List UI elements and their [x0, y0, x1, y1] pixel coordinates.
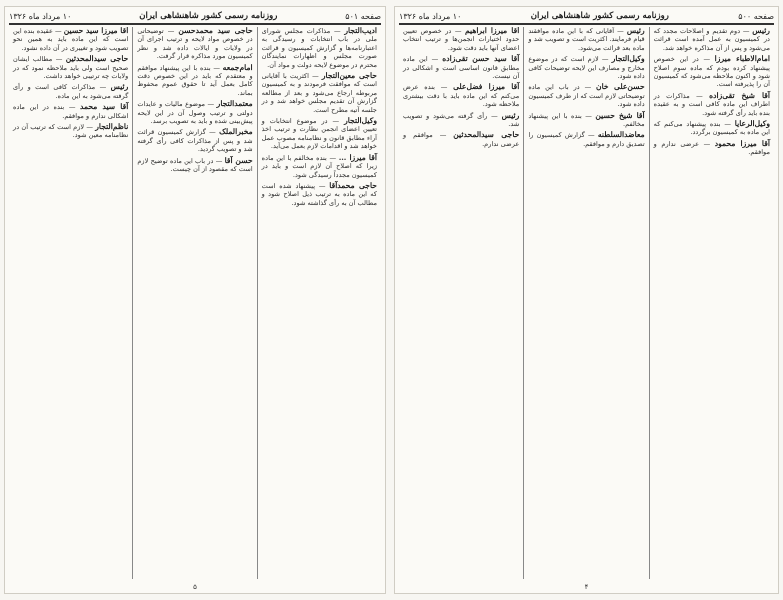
speaker-name: آقا میرزا محمود [714, 138, 770, 148]
speech-text: موافقم و عرضی ندارم. [403, 131, 520, 148]
speech-entry: معاضدالسلطنه — گزارش کمیسیون را تصدیق دارم و موافقم. [528, 130, 645, 148]
speaker-name: آقا سید محمد [80, 102, 129, 112]
speaker-name: آقا میرزا ابراهیم [464, 27, 520, 35]
speech-text: مذاکرات کافی است و رأی گرفته می‌شود به این ماده. [13, 83, 129, 100]
right-page-footer-number: ۴ [584, 583, 589, 591]
speech-entry: آقا میرزا … — بنده مخالفم با این ماده زیرا که اصلاح آن لازم است و باید در کمیسیون مجدداً رسیدگی شود. [261, 152, 377, 179]
left-column-1 [257, 27, 381, 579]
speech-text: بنده با این پیشنهاد مخالفم. [528, 111, 645, 129]
speaker-name: آقا شیخ حسین [595, 110, 645, 120]
speech-entry: وکیل‌الرعایا — بنده پیشنهاد می‌کنم که این ماده به کمیسیون برگردد. [653, 119, 770, 137]
speech-entry: آقا شیخ حسین — بنده با این پیشنهاد مخالفم. [528, 110, 645, 129]
speech-entry: رئیس — دوم تقدیم و اصلاحات مجدد که در کمیسیون به عمل آمده است قرائت می‌شود و پس از آن مذاکره خواهد شد. [653, 27, 770, 52]
speech-text: رأی گرفته می‌شود و تصویب شد. [403, 111, 520, 129]
speaker-name: مخبرالملک [219, 127, 253, 137]
speech-entry: حاجی سیدالمحدثین — موافقم و عرضی ندارم. [403, 130, 520, 148]
speech-entry: آقا شیخ تقی‌زاده — مذاکرات در اطراف این ماده کافی است و به عقیده بنده باید رأی گرفته شود. [653, 90, 770, 117]
speech-entry: رئیس — مذاکرات کافی است و رأی گرفته می‌شود به این ماده. [13, 82, 129, 100]
speech-entry: حاجی محمدآقا — پیشنهاد شده است که این ماده به ترتیب ذیل اصلاح شود و مطالب آن به رأی گذاشته شود. [261, 180, 377, 207]
right-page-header [399, 9, 774, 25]
speech-entry: حاجی سید محمدحسن — توضیحاتی در خصوص مواد لایحه و ترتیب اجرای آن در ولایات و ایالات داده شد و نظر کمیسیون مورد مذاکره قرار گرفت. [137, 27, 253, 61]
right-page [394, 6, 779, 594]
speech-text: لازم است که در موضوع مخارج و مصارف این لایحه توضیحات کافی داده شود. [528, 55, 645, 81]
speaker-name: حاجی سید محمدحسن [178, 27, 253, 35]
left-page-header [9, 9, 381, 25]
speaker-name: رئیس [626, 27, 645, 35]
speech-text: توضیحاتی در خصوص مواد لایحه و ترتیب اجرای آن در ولایات و ایالات داده شد و نظر کمیسیون مورد مذاکره قرار گرفت. [137, 27, 253, 61]
speech-text: در این خصوص پیشنهاد کرده بودم که ماده سوم اصلاح شود و اکنون ملاحظه می‌شود که کمیسیون آن را پذیرفته است. [653, 55, 770, 89]
speaker-name: حاجی سیدالمحدثین [65, 54, 129, 64]
left-column-3 [9, 27, 132, 579]
speaker-name: امام‌جمعه [222, 62, 253, 72]
speech-entry: آقا سید محمد — بنده در این ماده اشکالی ندارم و موافقم. [13, 102, 129, 120]
speaker-name: حسن‌علی خان [596, 82, 645, 92]
speech-entry: امام‌جمعه — بنده با این پیشنهاد موافقم و معتقدم که باید در این خصوص دقت کامل بعمل آید تا حقوق عموم محفوظ بماند. [137, 62, 253, 97]
speaker-name: حسن آقا [224, 155, 253, 165]
speaker-name: امام‌الاطباء میرزا [714, 54, 771, 64]
speech-text: پیشنهاد شده است که این ماده به ترتیب ذیل اصلاح شود و مطالب آن به رأی گذاشته شود. [261, 181, 377, 207]
speaker-name: آقا سید حسن تقی‌زاده [442, 54, 520, 64]
speaker-name: آقا شیخ تقی‌زاده [709, 90, 770, 100]
speech-text: بنده پیشنهاد می‌کنم که این ماده به کمیسیون برگردد. [653, 120, 770, 137]
speech-entry: وکیل‌التجار — لازم است که در موضوع مخارج و مصارف این لایحه توضیحات کافی داده شود. [528, 54, 645, 81]
speech-entry: رئیس — رأی گرفته می‌شود و تصویب شد. [403, 110, 520, 129]
speech-entry: آقا میرزا محمود — عرضی ندارم و موافقم. [653, 138, 770, 157]
left-page-columns [9, 27, 381, 579]
speech-text: موضوع مالیات و عایدات دولتی و ترتیب وصول آن در این لایحه پیش‌بینی شده و باید به تصویب برسد. [137, 100, 253, 126]
speech-text: مطالب ایشان صحیح است ولی باید ملاحظه نمود که در ولایات چه ترتیبی خواهد داشت. [13, 55, 129, 81]
speaker-name: آقا میرزا فضل‌علی [453, 82, 520, 92]
right-column-1 [649, 27, 774, 579]
speech-entry: ناظم‌التجار — لازم است که ترتیب آن در نظامنامه معین شود. [13, 122, 129, 140]
left-page-date: ۱۰ مرداد ماه ۱۳۲۶ [9, 11, 72, 21]
right-page-date: ۱۰ مرداد ماه ۱۳۲۶ [399, 11, 462, 21]
right-column-3 [399, 27, 523, 579]
speaker-name: معتمدالتجار [216, 99, 253, 109]
speech-entry: حاجی سیدالمحدثین — مطالب ایشان صحیح است ولی باید ملاحظه نمود که در ولایات چه ترتیبی خواهد داشت. [13, 54, 129, 81]
speaker-name: معاضدالسلطنه [597, 130, 645, 140]
speech-entry: ادیب‌التجار — مذاکرات مجلس شورای ملی در باب انتخابات و رسیدگی به اعتبارنامه‌ها و گزارش کمیسیون و قرائت صورت مجلس و اظهارات نمایندگان محترم در موضوع لایحه دولت و مواد آن. [261, 27, 377, 69]
speech-text: گزارش کمیسیون را تصدیق دارم و موافقم. [528, 131, 645, 148]
speech-entry: امام‌الاطباء میرزا — در این خصوص پیشنهاد کرده بودم که ماده سوم اصلاح شود و اکنون ملاحظه می‌شود که کمیسیون آن را پذیرفته است. [653, 54, 771, 89]
speech-text: اکثریت با آقایانی است که موافقت فرمودند و به کمیسیون مربوطه ارجاع می‌شود و بعد از مطالعه گزارش آن تقدیم مجلس خواهد شد و در جلسه آتیه مطرح است. [261, 72, 377, 114]
speech-entry: حسن آقا — در باب این ماده توضیح لازم است که مقصود از آن چیست. [137, 155, 253, 174]
speaker-name: وکیل‌الرعایا [734, 119, 770, 129]
speech-text: عقیده بنده این است که این ماده باید به همین نحو تصویب شود و تغییری در آن داده نشود. [13, 27, 129, 52]
speech-entry: وکیل‌التجار — در موضوع انتخابات و تعیین اعضای انجمن نظارت و ترتیب اخذ آراء مطابق قانون و نظامنامه مصوب عمل خواهد شد و اقدامات لازم بعمل می‌آید. [261, 116, 377, 151]
speech-text: آقایانی که با این ماده موافقند قیام فرمایند. اکثریت است و تصویب شد و ماده بعد قرائت می‌شود. [528, 27, 645, 52]
left-page [4, 6, 386, 594]
speaker-name: حاجی معین‌التجار [321, 71, 377, 81]
speech-text: عرضی ندارم و موافقم. [653, 139, 770, 157]
speaker-name: آقا میرزا … [338, 152, 377, 162]
right-page-columns [399, 27, 774, 579]
right-newspaper-title: روزنامه رسمی کشور شاهنشاهی ایران [530, 11, 669, 21]
speech-text: لازم است که ترتیب آن در نظامنامه معین شود. [13, 123, 129, 140]
speech-text: در باب این ماده توضیح لازم است که مقصود از آن چیست. [137, 156, 253, 174]
speech-text: بنده عرض می‌کنم که این ماده باید با دقت بیشتری ملاحظه شود. [403, 83, 520, 109]
speech-text: در موضوع انتخابات و تعیین اعضای انجمن نظارت و ترتیب اخذ آراء مطابق قانون و نظامنامه مصوب عمل خواهد شد و اقدامات لازم بعمل می‌آید. [261, 117, 377, 151]
speech-entry: مخبرالملک — گزارش کمیسیون قرائت شد و پس از مذاکرات کافی رأی گرفته شد و تصویب گردید. [137, 127, 253, 154]
speech-entry: حسن‌علی خان — در باب این ماده توضیحاتی لازم است که از طرف کمیسیون داده شود. [528, 82, 645, 109]
left-newspaper-title: روزنامه رسمی کشور شاهنشاهی ایران [139, 11, 278, 21]
speech-text: بنده با این پیشنهاد موافقم و معتقدم که باید در این خصوص دقت کامل بعمل آید تا حقوق عموم محفوظ بماند. [137, 63, 253, 97]
speech-entry: رئیس — آقایانی که با این ماده موافقند قیام فرمایند. اکثریت است و تصویب شد و ماده بعد قرائت می‌شود. [528, 27, 645, 52]
speech-text: در خصوص تعیین حدود اختیارات انجمن‌ها و ترتیب انتخاب اعضای آنها باید دقت شود. [403, 27, 520, 52]
speaker-name: حاجی سیدالمحدثین [453, 130, 520, 140]
speaker-name: ناظم‌التجار [95, 122, 129, 132]
speech-text: مذاکرات در اطراف این ماده کافی است و به عقیده بنده باید رأی گرفته شود. [653, 91, 770, 117]
speech-entry: آقا میرزا ابراهیم — در خصوص تعیین حدود اختیارات انجمن‌ها و ترتیب انتخاب اعضای آنها باید دقت شود. [403, 27, 520, 52]
right-page-number: صفحه ۵۰۰ [738, 11, 774, 21]
speech-text: گزارش کمیسیون قرائت شد و پس از مذاکرات کافی رأی گرفته شد و تصویب گردید. [137, 128, 253, 154]
speech-entry: معتمدالتجار — موضوع مالیات و عایدات دولتی و ترتیب وصول آن در این لایحه پیش‌بینی شده و باید به تصویب برسد. [137, 99, 253, 126]
speaker-name: رئیس [110, 82, 129, 92]
left-page-number: صفحه ۵۰۱ [345, 11, 381, 21]
speech-entry: حاجی معین‌التجار — اکثریت با آقایانی است که موافقت فرمودند و به کمیسیون مربوطه ارجاع می‌شود و بعد از مطالعه گزارش آن تقدیم مجلس خواهد شد و در جلسه آتیه مطرح است. [261, 71, 377, 114]
speaker-name: وکیل‌التجار [344, 116, 377, 126]
left-column-2 [132, 27, 256, 579]
speaker-name: رئیس [501, 110, 520, 120]
speech-text: بنده در این ماده اشکالی ندارم و موافقم. [13, 103, 129, 120]
speaker-name: آقا میرزا سید حسین [63, 27, 129, 35]
speech-entry: آقا سید حسن تقی‌زاده — این ماده مطابق قانون اساسی است و اشکالی در آن نیست. [403, 54, 520, 81]
right-column-2 [523, 27, 648, 579]
speaker-name: وکیل‌التجار [611, 54, 645, 64]
speaker-name: ادیب‌التجار [344, 27, 377, 35]
speech-text: مذاکرات مجلس شورای ملی در باب انتخابات و رسیدگی به اعتبارنامه‌ها و گزارش کمیسیون و قرائت صورت مجلس و اظهارات نمایندگان محترم در موضوع لایحه دولت و مواد آن. [261, 27, 377, 69]
speech-text: در باب این ماده توضیحاتی لازم است که از طرف کمیسیون داده شود. [528, 83, 645, 109]
left-page-footer-number: ۵ [193, 583, 197, 591]
speech-entry: آقا میرزا فضل‌علی — بنده عرض می‌کنم که این ماده باید با دقت بیشتری ملاحظه شود. [403, 82, 520, 109]
speech-text: بنده مخالفم با این ماده زیرا که اصلاح آن لازم است و باید در کمیسیون مجدداً رسیدگی شود. [261, 153, 377, 179]
speaker-name: حاجی محمدآقا [329, 180, 377, 190]
speech-text: دوم تقدیم و اصلاحات مجدد که در کمیسیون به عمل آمده است قرائت می‌شود و پس از آن مذاکره خواهد شد. [653, 27, 770, 52]
speech-text: این ماده مطابق قانون اساسی است و اشکالی در آن نیست. [403, 55, 520, 81]
speech-entry: آقا میرزا سید حسین — عقیده بنده این است که این ماده باید به همین نحو تصویب شود و تغییری در آن داده نشود. [13, 27, 129, 52]
speaker-name: رئیس [752, 27, 770, 35]
